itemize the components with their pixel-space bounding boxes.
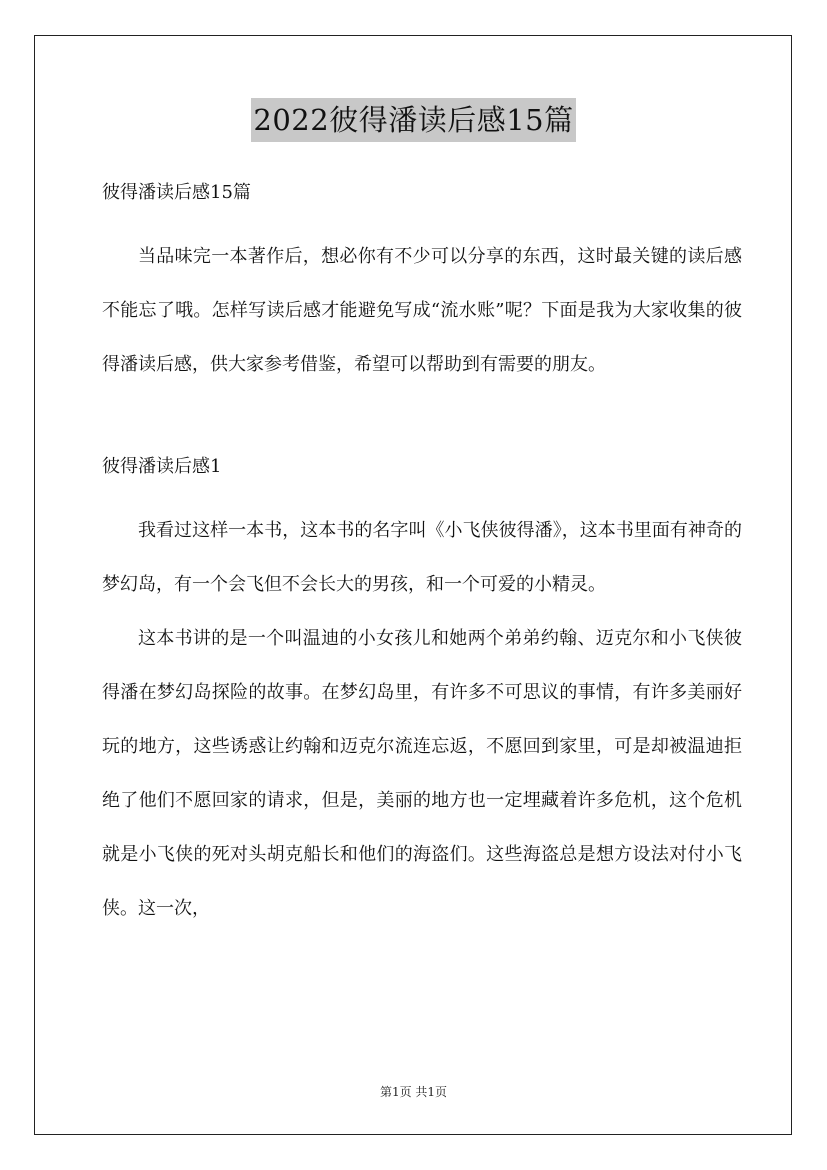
page-footer: 第1页 共1页 (379, 1085, 448, 1099)
title-container (0, 98, 827, 142)
section-1-paragraph-2: 这本书讲的是一个叫温迪的小女孩儿和她两个弟弟约翰、迈克尔和小飞侠彼得潘在梦幻岛探险的故事。在梦幻岛里，有许多不可思议的事情，有许多美丽好玩的地方，这些诱惑让约翰和迈克尔流连忘返，不愿回到家里，可是却被温迪拒绝了他们不愿回家的请求，但是，美丽的地方也一定埋藏着许多危机，这个危机就是小飞侠的死对头胡克船长和他们的海盗们。这些海盗总是想方设法对付小飞侠。这一次， (102, 628, 742, 919)
section-1-heading: 彼得潘读后感1 (102, 456, 222, 477)
document-title: 2022彼得潘读后感15篇 (251, 98, 575, 142)
document-body (102, 176, 742, 936)
intro-paragraph: 当品味完一本著作后，想必你有不少可以分享的东西，这时最关键的读后感不能忘了哦。怎样写读后感才能避免写成“流水账”呢？下面是我为大家收集的彼得潘读后感，供大家参考借鉴，希望可以帮助到有需要的朋友。 (102, 246, 742, 375)
document-subtitle: 彼得潘读后感15篇 (102, 182, 251, 203)
section-1-paragraph-1: 我看过这样一本书，这本书的名字叫《小飞侠彼得潘》，这本书里面有神奇的梦幻岛，有一个会飞但不会长大的男孩，和一个可爱的小精灵。 (102, 520, 742, 595)
